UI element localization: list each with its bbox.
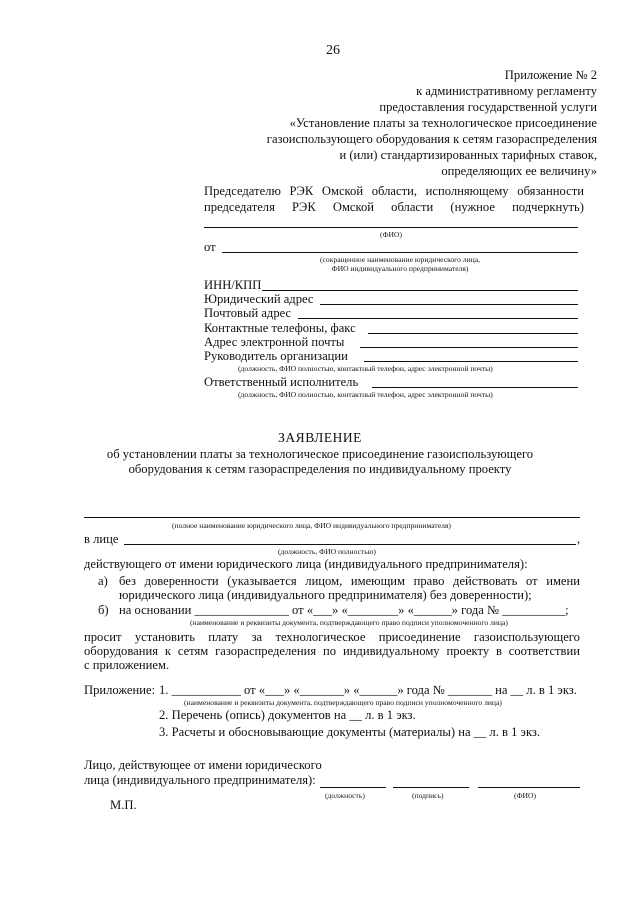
executor-caption: (должность, ФИО полностью, контактный телефон, адрес электронной почты): [238, 390, 493, 399]
appendix-line: определяющих ее величину»: [441, 164, 597, 178]
phones-label: Контактные телефоны, факс: [204, 321, 356, 335]
option-b-label: б): [98, 603, 109, 617]
inn-field[interactable]: [262, 290, 578, 291]
request-line-3: с приложением.: [84, 658, 170, 672]
appendix-line: к административному регламенту: [416, 84, 597, 98]
appendix-block: [267, 67, 597, 179]
appendix-line: «Установление платы за технологическое присоединение: [289, 116, 597, 130]
attachments-label: Приложение:: [84, 683, 156, 697]
from-line[interactable]: [222, 252, 578, 253]
option-a-label: а): [98, 574, 108, 588]
postal-address-field[interactable]: [298, 318, 578, 319]
document-title: ЗАЯВЛЕНИЕ: [278, 430, 362, 445]
inn-label: ИНН/КПП: [204, 278, 262, 292]
applicant-name-caption: (полное наименование юридического лица, ФИО индивидуального предпринимателя): [172, 521, 451, 530]
executor-label: Ответственный исполнитель: [204, 375, 359, 389]
email-label: Адрес электронной почты: [204, 335, 345, 349]
fio-sign-caption: (ФИО): [514, 791, 537, 800]
title-sub-1: об установлении платы за технологическое присоединение газоиспользующего: [106, 447, 534, 461]
head-label: Руководитель организации: [204, 349, 348, 363]
applicant-name-field[interactable]: [84, 517, 580, 518]
addressee-line-2: председателя РЭК Омской области (нужное подчеркнуть): [204, 200, 584, 214]
request-line-2: оборудования к сетям газораспределения по индивидуальному проекту в соответствии: [84, 644, 580, 658]
appendix-line: предоставления государственной услуги: [379, 100, 597, 114]
position-sign-field[interactable]: [320, 787, 386, 788]
appendix-line: и (или) стандартизированных тарифных ставок,: [339, 148, 597, 162]
fio-sign-field[interactable]: [478, 787, 580, 788]
attachment-item-3: 3. Расчеты и обосновывающие документы (материалы) на __ л. в 1 экз.: [159, 725, 541, 739]
head-field[interactable]: [364, 361, 578, 362]
signatory-line-1: Лицо, действующее от имени юридического: [84, 758, 322, 772]
option-a-line-2: юридического лица (индивидуального предпринимателя) без доверенности);: [119, 588, 532, 602]
position-caption: (должность, ФИО полностью): [278, 547, 376, 556]
stamp-place: М.П.: [110, 798, 137, 812]
addressee-line-1: Председателю РЭК Омской области, исполняющему обязанности: [204, 184, 584, 198]
option-b-caption: (наименование и реквизиты документа, подтверждающего право подписи уполномоченного лица): [190, 618, 508, 627]
attachment-item-1: 1. ___________ от «___» «_______» «______» года № _______ на __ л. в 1 экз.: [159, 683, 577, 697]
phones-field[interactable]: [368, 333, 578, 334]
legal-address-field[interactable]: [320, 304, 578, 305]
signatory-line-2: лица (индивидуального предпринимателя):: [84, 773, 316, 787]
postal-address-label: Почтовый адрес: [204, 306, 292, 320]
attachment-item-1-caption: (наименование и реквизиты документа, подтверждающего право подписи уполномоченного лица): [184, 698, 502, 707]
in-person-field[interactable]: [124, 544, 576, 545]
in-person-label: в лице: [84, 532, 119, 546]
signature-field[interactable]: [393, 787, 469, 788]
signature-caption: (подпись): [412, 791, 444, 800]
attachment-item-2: 2. Перечень (опись) документов на __ л. в 1 экз.: [159, 708, 416, 722]
page-number: 26: [326, 43, 340, 58]
head-caption: (должность, ФИО полностью, контактный телефон, адрес электронной почты): [238, 364, 493, 373]
option-b-line: на основании _______________ от «___» «________» «______» года № __________;: [119, 603, 569, 617]
legal-address-label: Юридический адрес: [204, 292, 314, 306]
option-a-line-1: без доверенности (указывается лицом, имеющим право действовать от имени: [119, 574, 580, 588]
executor-field[interactable]: [372, 387, 578, 388]
from-label: от: [204, 240, 216, 254]
comma: ,: [577, 532, 581, 546]
from-caption: (сокращенное наименование юридического лица, ФИО индивидуального предпринимателя): [320, 255, 480, 273]
fio-line[interactable]: [204, 227, 578, 228]
title-sub-2: оборудования к сетям газораспределения по индивидуальному проекту: [128, 462, 512, 476]
appendix-line: Приложение № 2: [504, 68, 597, 82]
fio-caption: (ФИО): [379, 230, 403, 239]
email-field[interactable]: [360, 347, 578, 348]
acting-text: действующего от имени юридического лица (индивидуального предпринимателя):: [84, 557, 528, 571]
position-sign-caption: (должность): [325, 791, 365, 800]
request-line-1: просит установить плату за технологическое присоединение газоиспользующего: [84, 630, 580, 644]
appendix-line: газоиспользующего оборудования к сетям газораспределения: [266, 132, 597, 146]
